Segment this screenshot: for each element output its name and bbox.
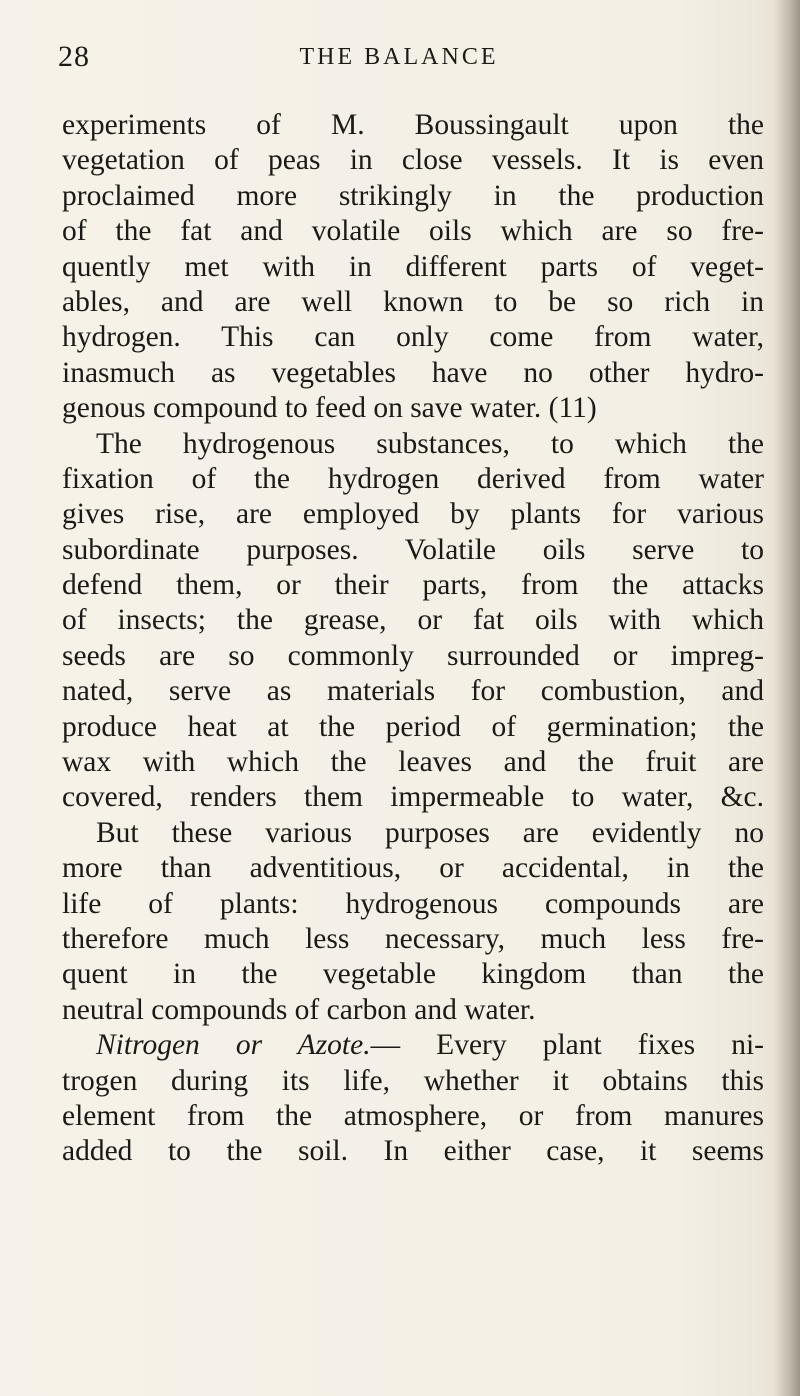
running-head: THE BALANCE xyxy=(299,44,499,70)
text-line: The hydrogenous substances, to which the xyxy=(96,427,764,460)
text-line: added to the soil. In either case, it seems xyxy=(62,1135,764,1168)
text-line: ables, and are well known to be so rich in xyxy=(62,285,764,318)
nitrogen-heading: Nitrogen or Azote. xyxy=(96,1029,371,1062)
nitrogen-heading-continuation: — Every plant fixes ni- xyxy=(370,1029,764,1062)
page-number: 28 xyxy=(58,40,90,73)
text-line: more than adventitious, or accidental, in the xyxy=(62,852,764,885)
text-line: quently met with in different parts of veget- xyxy=(62,250,764,283)
text-line: fixation of the hydrogen derived from water xyxy=(62,462,764,495)
text-line: hydrogen. This can only come from water, xyxy=(62,321,764,354)
text-line: proclaimed more strikingly in the production xyxy=(62,179,764,212)
text-line: of insects; the grease, or fat oils with which xyxy=(62,604,764,637)
text-line: of the fat and volatile oils which are so fre- xyxy=(62,215,764,248)
page-header xyxy=(58,40,740,80)
text-line: covered, renders them impermeable to water, &c. xyxy=(62,781,764,814)
text-line: trogen during its life, whether it obtains this xyxy=(62,1064,764,1097)
page-gutter-shadow xyxy=(774,0,800,1396)
nitrogen-heading-line xyxy=(62,1028,764,1063)
text-line: genous compound to feed on save water. (11) xyxy=(62,392,597,425)
text-line: gives rise, are employed by plants for various xyxy=(62,498,764,531)
text-line: experiments of M. Boussingault upon the xyxy=(62,109,764,141)
text-line: seeds are so commonly surrounded or impreg- xyxy=(62,639,764,672)
text-line: element from the atmosphere, or from manures xyxy=(62,1099,764,1132)
text-line: wax with which the leaves and the fruit are xyxy=(62,746,764,779)
text-line: inasmuch as vegetables have no other hydro- xyxy=(62,356,764,389)
text-line: life of plants: hydrogenous compounds are xyxy=(62,887,764,920)
text-line: nated, serve as materials for combustion, and xyxy=(62,675,764,708)
text-line: neutral compounds of carbon and water. xyxy=(62,993,536,1026)
text-line: subordinate purposes. Volatile oils serve to xyxy=(62,533,764,566)
text-line: quent in the vegetable kingdom than the xyxy=(62,958,764,991)
text-line: But these various purposes are evidently no xyxy=(96,816,764,849)
text-line: therefore much less necessary, much less fre- xyxy=(62,922,764,955)
body-text xyxy=(62,108,764,1170)
text-line: produce heat at the period of germination; the xyxy=(62,710,764,743)
text-line: vegetation of peas in close vessels. It is even xyxy=(62,144,764,177)
text-line: defend them, or their parts, from the attacks xyxy=(62,569,764,602)
